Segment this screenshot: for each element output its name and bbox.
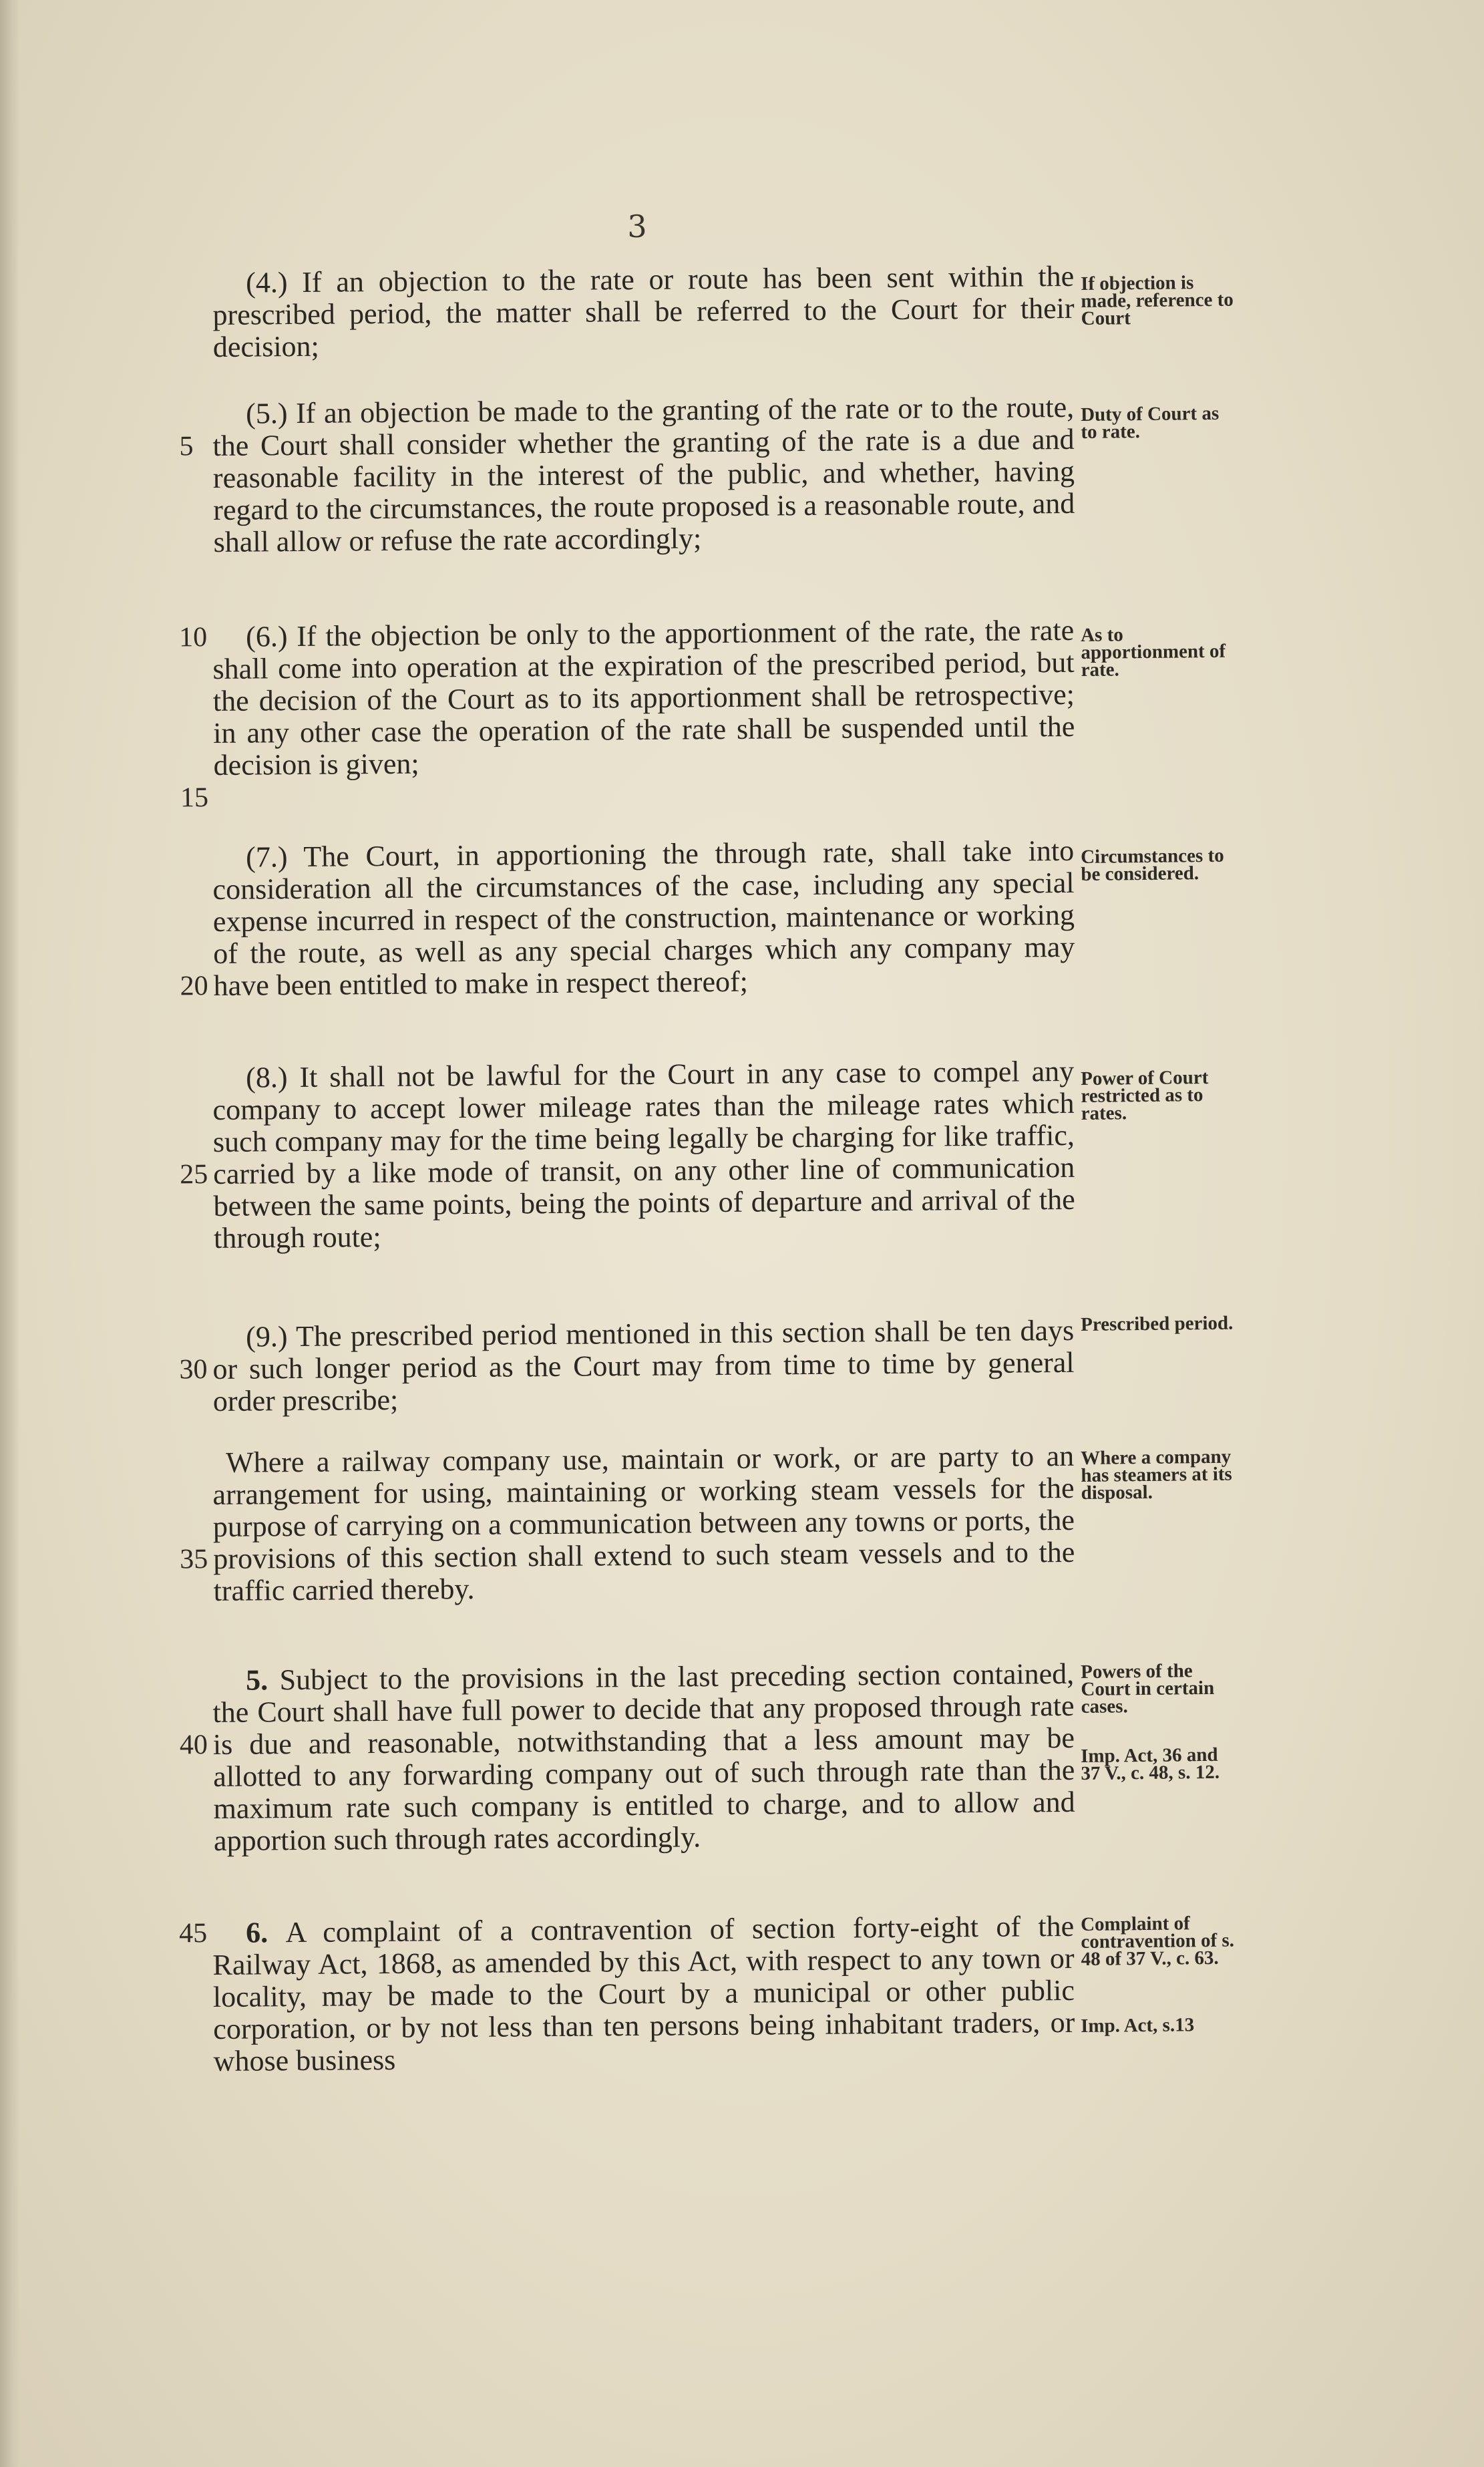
paragraph-9 (179, 1313, 1075, 1418)
paragraph-text: Where a railway company use, maintain or work, or are party to an arrangement for using, maintaining or working steam vessels for the purpose of carrying on a communication between any towns or ports, the provisions of this section shall extend to such steam vessels and to the traffic carried thereby. (212, 1439, 1075, 1607)
section-number: 5 (245, 1663, 261, 1697)
paragraph-text: Subject to the provisions in the last preceding section contained, the Court shall have full power to decide that any proposed through rate is due and reasonable, notwithstanding that a less amount may be allotted to any forwarding company out of such through rate than the maximum rate such company is entitled to charge, and to allow and apportion such through rates accordingly. (212, 1657, 1075, 1857)
paragraph-text: (6.) If the objection be only to the apportionment of the rate, the rate shall come into operation at the expiration of the prescribed period, but the decision of the Court as to its apportionment shall be retrospective; in any other case the operation of the rate shall be suspended until the decision is given; (212, 613, 1075, 782)
section-6: 45 6. A complaint of a contravention of section forty-eight of the Railway Act, 1868, as amended by this Act, with respect to any town or locality, may be made to the Court by a municipal or other public corporation, or by not less than ten persons being inhabitant traders, or whose business (179, 1909, 1075, 2078)
paragraph-text: (7.) The Court, in apportioning the through rate, shall take into consideration all the circumstances of the case, including any special expense incurred in respect of the construction, maintenance or working of the route, as well as any special charges which any company may have been entitled to make in respect thereof; (212, 834, 1075, 1002)
line-number: 5 (179, 431, 194, 462)
page-number: 3 (627, 208, 647, 244)
margin-note: Imp. Act, 36 and 37 V., c. 48, s. 12. (1080, 1744, 1220, 1784)
line-number: 30 (179, 1354, 208, 1385)
line-number: 10 (179, 622, 208, 653)
margin-note: Power of Court restricted as to rates. (1080, 1066, 1209, 1124)
line-number: 20 (180, 971, 208, 1002)
line-number: 45 (179, 1918, 208, 1949)
section-5: 40 5. Subject to the provisions in the last preceding section contained, the Court shall have full power to decide that any proposed through rate is due and reasonable, notwithstanding that a less amount may be allotted to any forwarding company out of such through rate than the maximum rate such company is entitled to charge, and to allow and apportion such through rates accordingly. (179, 1657, 1075, 1857)
margin-note: Powers of the Court in certain cases. (1080, 1660, 1215, 1717)
paragraph-text: A complaint of a contravention of section forty-eight of the Railway Act, 1868, as amended by this Act, with respect to any town or locality, may be made to the Court by a municipal or other public corporation, or by not less than ten persons being inhabitant traders, or whose business (212, 1909, 1075, 2078)
paragraph-6 (179, 613, 1075, 814)
paragraph-steam-vessels (180, 1439, 1075, 1607)
page-gutter-shadow (0, 0, 20, 2467)
paragraph-text: (9.) The prescribed period mentioned in this section shall be ten days or such longer period as the Court may from time to time by general order prescribe; (212, 1313, 1075, 1418)
margin-note: Where a company has steamers at its disposal. (1080, 1446, 1232, 1504)
paragraph-5 (179, 390, 1075, 558)
margin-note: Imp. Act, s.13 (1080, 2014, 1195, 2037)
line-number: 40 (179, 1730, 208, 1761)
paragraph-4 (212, 259, 1075, 363)
line-number: 25 (180, 1159, 208, 1190)
margin-note: Circumstances to be considered. (1080, 844, 1224, 885)
margin-note: Duty of Court as to rate. (1080, 402, 1220, 443)
paragraph-text: (5.) If an objection be made to the granting of the rate or to the route, the Court shall consider whether the granting of the rate is a due and reasonable facility in the interest of the public, and whether, having regard to the circumstances, the route proposed is a reasonable route, and shall allow or refuse the rate accordingly; (212, 390, 1075, 558)
line-number: 35 (180, 1544, 208, 1575)
line-number: 15 (180, 782, 209, 814)
paragraph-text: (8.) It shall not be lawful for the Court in any case to compel any company to accept lower mileage rates than the mileage rates which such company may for the time being legally be charging for like traffic, carried by a like mode of transit, on any other line of communication between the same points, being the points of departure and arrival of the through route; (212, 1054, 1075, 1255)
margin-note: As to apportionment of rate. (1080, 624, 1226, 681)
paragraph-text: (4.) If an objection to the rate or route has been sent within the prescribed period, the matter shall be referred to the Court for their decision; (212, 259, 1075, 363)
margin-note: If objection is made, reference to Court (1080, 272, 1234, 329)
paragraph-7 (180, 834, 1075, 1002)
margin-note: Complaint of contravention of s. 48 of 37 V., c. 63. (1080, 1913, 1235, 1970)
section-number: 6 (245, 1916, 261, 1949)
paragraph-8 (180, 1054, 1075, 1255)
margin-note: Prescribed period. (1080, 1312, 1234, 1335)
